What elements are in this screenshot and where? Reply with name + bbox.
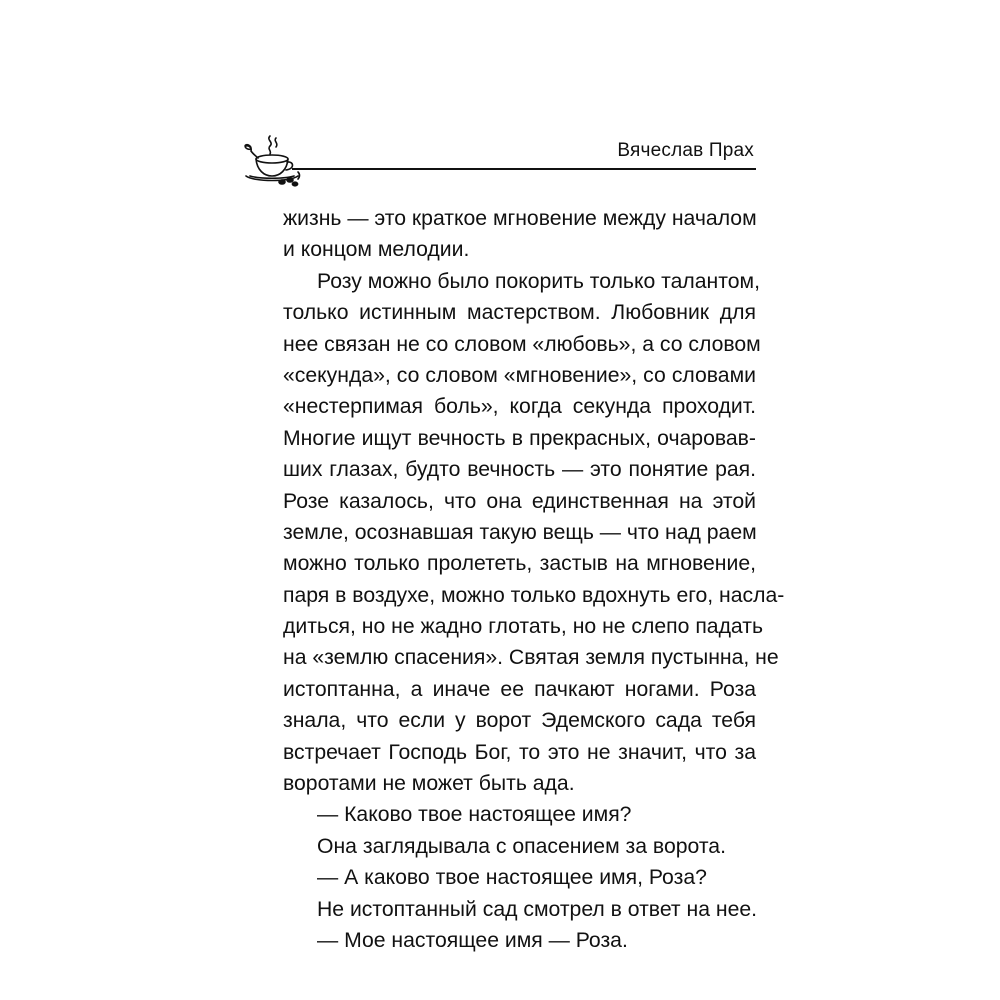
text-line: «секунда», со словом «мгновение», со словами: [283, 363, 756, 387]
paragraph: [283, 799, 756, 830]
header-rule: [292, 168, 756, 170]
paragraph: [283, 862, 756, 893]
paragraph: [283, 894, 756, 925]
text-line: — Каково твое настоящее имя?: [317, 803, 632, 827]
text-line: Многие ищут вечность в прекрасных, очаровав-: [283, 426, 756, 450]
running-header-author: Вячеслав Прах: [617, 140, 754, 161]
text-line: знала, что если у ворот Эдемского сада тебя: [283, 709, 756, 733]
page-body-text: [283, 203, 785, 956]
text-line: Она заглядывала с опасением за ворота.: [317, 834, 726, 858]
text-line: и концом мелодии.: [283, 238, 470, 262]
text-line: воротами не может быть ада.: [283, 772, 575, 796]
text-line: диться, но не жадно глотать, но не слепо падать: [283, 615, 763, 639]
text-line: встречает Господь Бог, то это не значит, что за: [283, 740, 756, 764]
text-line: можно только пролететь, застыв на мгновение,: [283, 552, 756, 576]
paragraph: [283, 925, 756, 956]
coffee-cup-ornament-icon: [240, 132, 302, 188]
paragraph: [283, 831, 756, 862]
text-line: Розе казалось, что она единственная на этой: [283, 489, 756, 513]
text-line: Розу можно было покорить только талантом,: [317, 269, 760, 293]
text-line: земле, осознавшая такую вещь — что над раем: [283, 520, 757, 544]
paragraph: [283, 203, 756, 266]
text-line: истоптанна, а иначе ее пачкают ногами. Роза: [283, 677, 756, 701]
text-line: нее связан не со словом «любовь», а со словом: [283, 332, 761, 356]
text-line: Не истоптанный сад смотрел в ответ на нее.: [317, 897, 758, 921]
text-line: ших глазах, будто вечность — это понятие рая.: [283, 458, 756, 482]
text-line: — Мое настоящее имя — Роза.: [317, 928, 628, 952]
text-line: на «землю спасения». Святая земля пустынна, не: [283, 646, 779, 670]
text-line: — А каково твое настоящее имя, Роза?: [317, 866, 707, 890]
text-line: только истинным мастерством. Любовник для: [283, 301, 756, 325]
paragraph: [283, 266, 785, 800]
text-line: жизнь — это краткое мгновение между началом: [283, 207, 757, 230]
text-line: паря в воздухе, можно только вдохнуть его, насла-: [283, 583, 785, 607]
text-line: «нестерпимая боль», когда секунда проходит.: [283, 395, 756, 419]
